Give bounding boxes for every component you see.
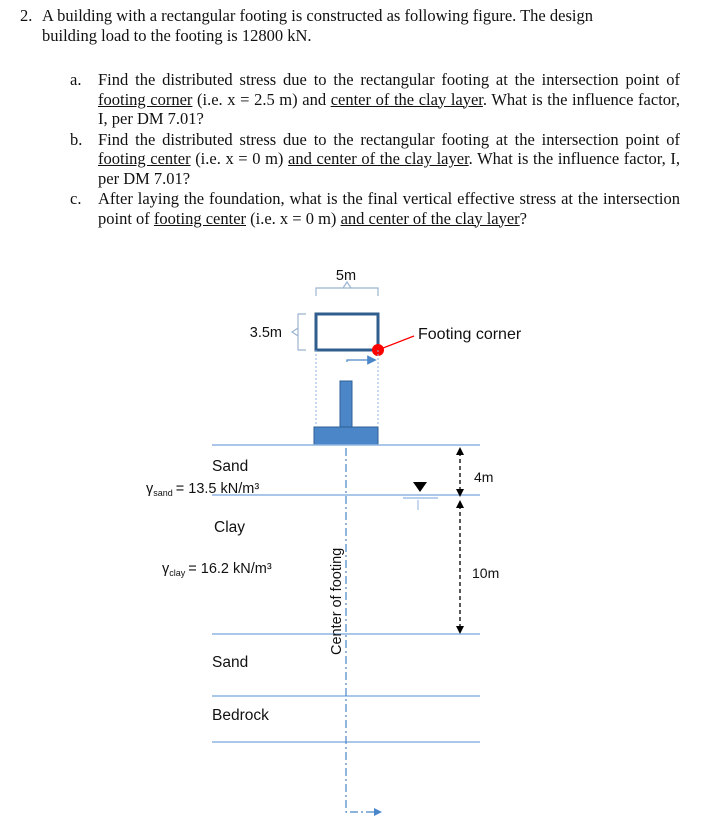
x-axis-arrow [347, 360, 372, 362]
water-table-symbol [403, 482, 438, 510]
footing-plan-rect [316, 314, 378, 350]
part-text: Find the distributed stress due to the rectangular footing at the intersection point of footing corner (i.e. x = 2.5 m) and center of the clay layer. What is the influence factor, I, per DM 7.01? [98, 70, 680, 128]
underlined-term: center of the clay layer [330, 89, 483, 109]
center-of-footing-label: Center of footing [329, 547, 345, 655]
question-number: 2. [20, 6, 33, 25]
part-text: After laying the foundation, what is the final vertical effective stress at the intersection point of footing center (i.e. x = 0 m) and center of the clay layer? [98, 189, 680, 228]
center-of-footing-line [346, 448, 378, 812]
corner-leader-line [378, 336, 414, 350]
question-line-1: A building with a rectangular footing is constructed as following figure. The design [42, 6, 593, 25]
underlined-term: and center of the clay layer [340, 208, 520, 228]
part-label: c. [70, 189, 82, 208]
part-label: a. [70, 70, 82, 89]
gamma-clay-label: $\gamma_{clay} = 16.2$ kN/m³ [162, 561, 272, 578]
footing-column [340, 381, 352, 427]
length-dimension [250, 314, 306, 350]
footing-corner-label: Footing corner [418, 326, 522, 343]
clay-label: Clay [214, 519, 246, 536]
width-dimension [316, 268, 378, 296]
underlined-term: footing center [153, 208, 247, 228]
length-label: 3.5m [249, 325, 282, 341]
underlined-term: footing corner [98, 89, 193, 109]
depth-dimension-10m [456, 500, 499, 634]
width-label: 5m [335, 268, 357, 284]
part-text: Find the distributed stress due to the rectangular footing at the intersection point of footing center (i.e. x = 0 m) and center of the clay layer. What is the influence factor, I, per DM 7.01? [98, 129, 680, 188]
question-line-2: building load to the footing is 12800 kN. [42, 26, 312, 45]
underlined-term: footing center [98, 149, 191, 168]
depth-dimension-4m [456, 447, 493, 497]
depth-4m-label: 4m [474, 469, 494, 485]
footing-base [314, 427, 378, 445]
bedrock-label: Bedrock [212, 707, 269, 724]
sand-bottom-label: Sand [212, 654, 249, 671]
underlined-term: and center of the clay layer [288, 149, 469, 168]
gamma-sand-label: $\gamma_{sand} = 13.5$ kN/m³ [146, 481, 260, 498]
part-label: b. [70, 129, 83, 149]
depth-10m-label: 10m [472, 565, 500, 581]
sand-top-label: Sand [212, 458, 249, 475]
